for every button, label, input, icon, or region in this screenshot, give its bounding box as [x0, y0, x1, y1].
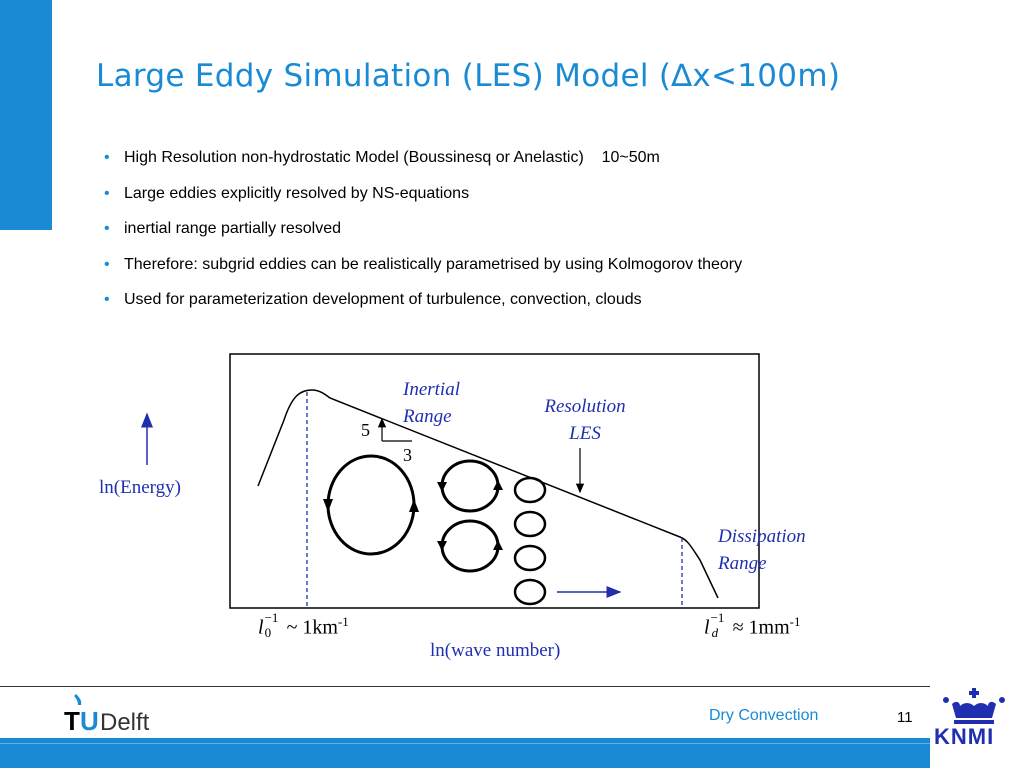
small-eddy: [515, 546, 545, 570]
dissipation-line1: Dissipation: [718, 526, 806, 547]
small-eddy: [515, 478, 545, 502]
medium-eddy-arrow: [493, 540, 503, 550]
svg-text:U: U: [80, 706, 99, 734]
dissipation-line2: Range: [718, 553, 767, 574]
wave-number-axis-label: ln(wave number): [430, 640, 561, 661]
bullet-dot: •: [104, 220, 110, 237]
l0-subscript: 0: [264, 625, 272, 640]
large-eddy: [328, 456, 414, 554]
ld-label: [704, 610, 801, 640]
small-eddy: [515, 512, 545, 536]
dissipation-range-label: [718, 523, 806, 577]
ld-subscript: d: [711, 625, 719, 640]
slope-run-label: 3: [403, 445, 412, 465]
l0-exponent: −1: [264, 610, 279, 625]
svg-text:Delft: Delft: [100, 709, 150, 734]
bullet-dot: •: [104, 255, 110, 273]
ld-unit-exponent: -1: [789, 614, 801, 629]
resolution-les-label: [536, 393, 634, 447]
footer-bar-highlight: [0, 743, 1024, 744]
large-eddy-arrow-right: [409, 499, 419, 512]
bullet-text: High Resolution non-hydrostatic Model (Boussinesq or Anelastic) 10~50m: [124, 149, 660, 166]
inertial-range-label: [403, 376, 460, 430]
inertial-range-line1: Inertial: [403, 379, 460, 400]
footer-divider: [0, 686, 1024, 687]
medium-eddy-arrow: [437, 541, 447, 551]
small-eddy: [515, 580, 545, 604]
svg-text:KNMI: KNMI: [934, 724, 995, 749]
slide-title: Large Eddy Simulation (LES) Model (∆x<100m): [96, 58, 841, 94]
medium-eddy-arrow: [437, 482, 447, 492]
knmi-logo: [930, 686, 1024, 768]
ld-exponent: −1: [710, 610, 725, 625]
l0-symbol: l: [258, 616, 264, 639]
l0-label: [258, 610, 349, 640]
slope-rise-label: 5: [361, 420, 370, 440]
knmi-logo-panel: [930, 686, 1024, 768]
l0-relation: ~ 1km: [281, 616, 338, 639]
ld-relation: ≈ 1mm: [727, 616, 790, 639]
svg-text:T: T: [64, 706, 80, 734]
diagram-frame: [230, 354, 759, 608]
medium-eddy: [442, 461, 498, 511]
page-number: 11: [897, 709, 913, 726]
tudelft-logo: [64, 692, 174, 734]
bullet-dot: •: [104, 149, 110, 166]
footer-section-label: Dry Convection: [709, 707, 819, 724]
large-eddy-arrow-left: [323, 499, 333, 512]
bullet-text: Therefore: subgrid eddies can be realistically parametrised by using Kolmogorov theory: [124, 255, 743, 273]
resolution-line1: Resolution: [544, 396, 626, 417]
inertial-range-line2: Range: [403, 406, 452, 427]
bullet-dot: •: [104, 184, 110, 202]
l0-unit-exponent: -1: [337, 614, 349, 629]
medium-eddy: [442, 521, 498, 571]
bullet-dot: •: [104, 291, 110, 308]
medium-eddy-arrow: [493, 480, 503, 490]
energy-axis-label: ln(Energy): [99, 477, 181, 498]
resolution-line2: LES: [569, 423, 601, 444]
bullet-text: Large eddies explicitly resolved by NS-equations: [124, 184, 470, 202]
bullet-text: Used for parameterization development of turbulence, convection, clouds: [124, 291, 642, 308]
ld-symbol: l: [704, 616, 710, 639]
bullet-text: inertial range partially resolved: [124, 220, 341, 237]
